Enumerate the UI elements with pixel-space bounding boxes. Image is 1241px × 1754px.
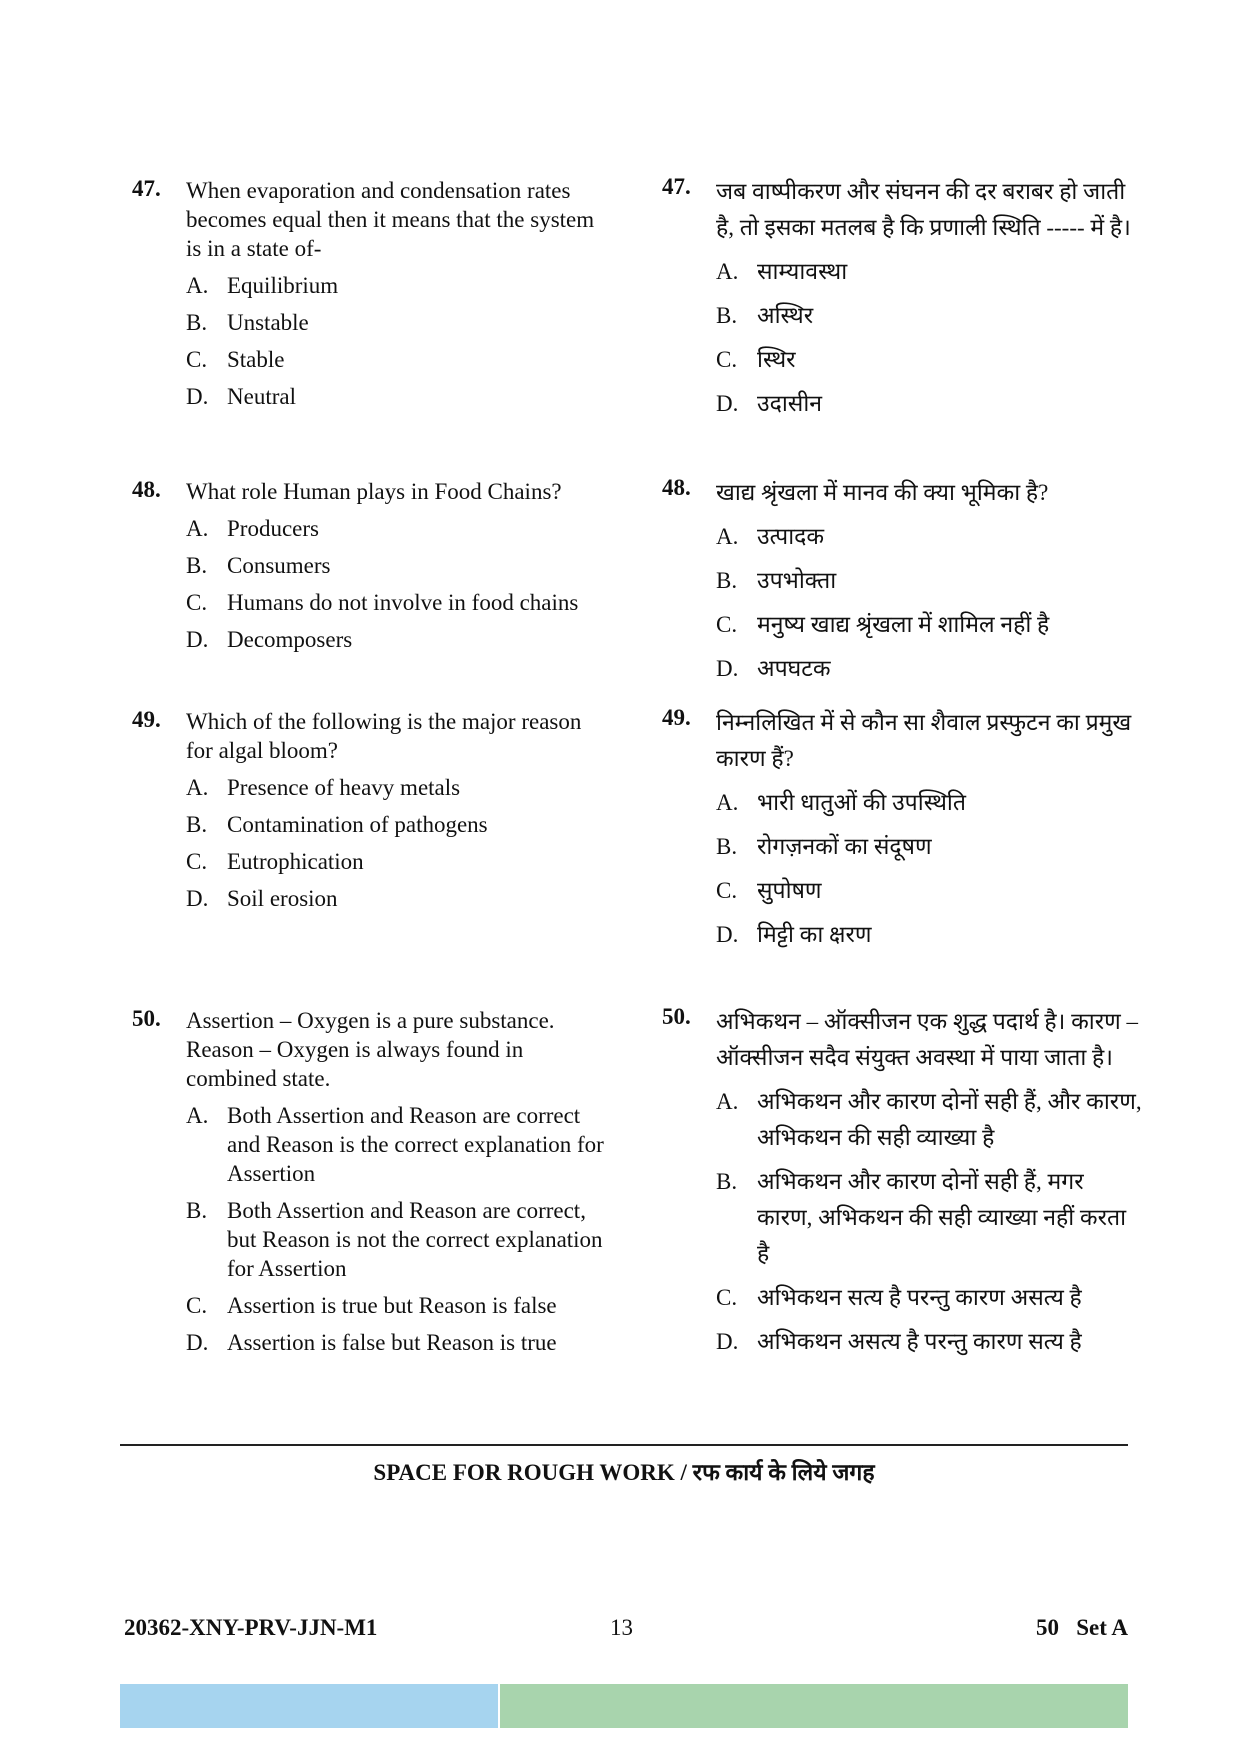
- question-stem: निम्नलिखित में से कौन सा शैवाल प्रस्फुटन का प्रमुख कारण हैं?: [716, 710, 1132, 771]
- question-47-hi: [662, 174, 1142, 422]
- option-a: A. Producers: [186, 516, 319, 541]
- option-b: B. उपभोक्ता: [716, 568, 837, 593]
- option-b: B. Consumers: [186, 553, 331, 578]
- question-48-en: [132, 477, 612, 654]
- footer-page-number: 13: [610, 1615, 633, 1640]
- option-d: D. अभिकथन असत्य है परन्तु कारण सत्य है: [716, 1329, 1082, 1354]
- rough-work-heading: SPACE FOR ROUGH WORK / रफ कार्य के लिये जगह: [373, 1460, 875, 1485]
- divider-line: [120, 1444, 1128, 1446]
- option-a: A. Both Assertion and Reason are correct and Reason is the correct explanation for Assertion: [186, 1103, 604, 1186]
- question-stem: Which of the following is the major reason for algal bloom?: [186, 709, 582, 763]
- option-a: A. उत्पादक: [716, 524, 825, 549]
- question-48-hi: [662, 475, 1142, 687]
- option-c: C. Eutrophication: [186, 849, 364, 874]
- question-number: 49.: [662, 705, 691, 730]
- option-b: B. अभिकथन और कारण दोनों सही हैं, मगर कारण, अभिकथन की सही व्याख्या नहीं करता है: [716, 1169, 1127, 1266]
- question-50-en: [132, 1006, 612, 1357]
- option-b: B. रोगज़नकों का संदूषण: [716, 834, 932, 859]
- option-a: A. Presence of heavy metals: [186, 775, 461, 800]
- option-c: C. सुपोषण: [716, 878, 822, 903]
- question-50-hi: [662, 1004, 1142, 1360]
- option-d: D. Decomposers: [186, 627, 353, 652]
- footer-set: 50 Set A: [1036, 1615, 1128, 1640]
- option-d: D. Neutral: [186, 384, 296, 409]
- question-47-en: [132, 176, 612, 411]
- option-d: D. Assertion is false but Reason is true: [186, 1330, 557, 1355]
- option-c: C. Assertion is true but Reason is false: [186, 1293, 557, 1318]
- question-stem: When evaporation and condensation rates becomes equal then it means that the system is in a state of-: [186, 178, 595, 261]
- option-b: B. Contamination of pathogens: [186, 812, 488, 837]
- option-c: C. Stable: [186, 347, 285, 372]
- question-number: 47.: [132, 176, 161, 201]
- question-number: 47.: [662, 174, 691, 199]
- question-stem: खाद्य श्रृंखला में मानव की क्या भूमिका है?: [716, 480, 1049, 505]
- question-stem: Assertion – Oxygen is a pure substance. Reason – Oxygen is always found in combined state.: [186, 1008, 555, 1091]
- question-49-en: [132, 707, 612, 913]
- option-c: C. Humans do not involve in food chains: [186, 590, 579, 615]
- question-stem: What role Human plays in Food Chains?: [186, 479, 562, 504]
- option-b: B. Both Assertion and Reason are correct, but Reason is not the correct explanation for Assertion: [186, 1198, 603, 1281]
- footer-bar-blue: [120, 1684, 498, 1728]
- question-stem: अभिकथन – ऑक्सीजन एक शुद्ध पदार्थ है। कारण – ऑक्सीजन सदैव संयुक्त अवस्था में पाया जाता है।: [716, 1009, 1139, 1070]
- option-a: A. भारी धातुओं की उपस्थिति: [716, 790, 966, 815]
- footer-code: 20362-XNY-PRV-JJN-M1: [124, 1615, 378, 1640]
- option-d: D. Soil erosion: [186, 886, 338, 911]
- option-a: A. साम्यावस्था: [716, 259, 848, 284]
- option-d: D. उदासीन: [716, 391, 823, 416]
- question-49-hi: [662, 705, 1142, 953]
- option-b: B. Unstable: [186, 310, 309, 335]
- option-c: C. अभिकथन सत्य है परन्तु कारण असत्य है: [716, 1285, 1082, 1310]
- question-stem: जब वाष्पीकरण और संघनन की दर बराबर हो जाती है, तो इसका मतलब है कि प्रणाली स्थिति ----- में है।: [716, 179, 1131, 240]
- footer-bar-green: [500, 1684, 1128, 1728]
- option-c: C. स्थिर: [716, 347, 796, 372]
- option-d: D. मिट्टी का क्षरण: [716, 922, 872, 947]
- question-number: 48.: [662, 475, 691, 500]
- option-c: C. मनुष्य खाद्य श्रृंखला में शामिल नहीं है: [716, 612, 1050, 637]
- question-number: 48.: [132, 477, 161, 502]
- option-a: A. अभिकथन और कारण दोनों सही हैं, और कारण, अभिकथन की सही व्याख्या है: [716, 1089, 1142, 1150]
- option-d: D. अपघटक: [716, 656, 831, 681]
- option-b: B. अस्थिर: [716, 303, 814, 328]
- question-number: 50.: [132, 1006, 161, 1031]
- question-number: 50.: [662, 1004, 691, 1029]
- question-number: 49.: [132, 707, 161, 732]
- option-a: A. Equilibrium: [186, 273, 339, 298]
